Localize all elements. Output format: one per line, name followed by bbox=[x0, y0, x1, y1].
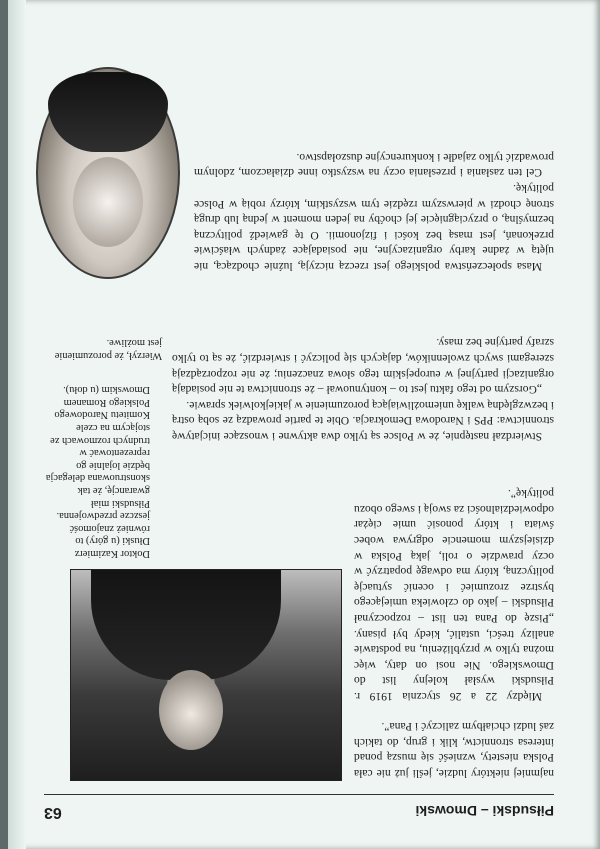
text-column-main bbox=[172, 335, 554, 444]
paragraph: Masa społeczeństwa polskiego jest rzeczą niczyją, luźnie chodzącą, nie ujętą w żadne karby organizacyjne, nie posiadające żadnych właściwie przekonań, jest masą bez kości i fizjonomii. O tę gawiedź polityczną bezmyślną, o przyciągnięcie jej choćby na jeden moment w jedną lub drugą stronę chodzi w pierwszym rzędzie tym wszystkim, którzy robią w Polsce politykę. bbox=[194, 182, 554, 273]
caption-text: Wierzył, że porozumienie jest możliwe. bbox=[54, 337, 162, 361]
page-content bbox=[8, 0, 600, 849]
text-column-bottom bbox=[194, 149, 554, 274]
page-header bbox=[44, 794, 554, 821]
portrait-roman-dmowski bbox=[36, 67, 180, 279]
book-page bbox=[8, 0, 600, 849]
portrait-coat bbox=[48, 72, 168, 152]
paragraph: Między 22 a 26 stycznia 1919 r. Piłsudski wysłał kolejny list do Dmowskiego. Nie nosi on daty, więc można tylko w przybliżeniu, na podstawie analizy treści, ustalić, kiedy był pisany. „Piszę do Pana ten list – rozpoczynał Piłsudski – jako do człowieka umiejącego bystrze zrozumieć i ocenić sytuację polityczną, który ma odwagę popatrzyć w oczy prawdzie o roli, jaką Polska w dzisiejszym momencie odgrywa wobec świata i który ponosić umie ciężar odpowiedzialności za swoją i swego obozu politykę”. bbox=[354, 487, 554, 703]
paragraph: Cel ten zasłania i przesłania oczy na wszystko inne działaczom, zdolnym prowadzić tylko zajadłe i konkurencyjne duszołapstwo. bbox=[194, 150, 554, 180]
paragraph: „Gorszym od tego faktu jest to – kontynuował – że stronnictwa te nie posiadają organizacji partyjnej w europejskim tego słowa znaczeniu; że nie rozporządzają szeregami swych zwolenników, dających się policzyć i stwierdzić, że są to tylko szrafy partyjne bez masy. bbox=[172, 336, 554, 397]
photo-head bbox=[159, 670, 223, 750]
text-column-top-left bbox=[354, 719, 554, 781]
paragraph: Stwierdzał następnie, że w Polsce są tylko dwa aktywne i wnoszące inicjatywę stronnictwa: PPS i Narodowa Demokracja. Obie te partie prowadzą ze sobą ostrą i bezwzględną walkę uniemożliwiającą porozumienie w jakiejkolwiek sprawie. bbox=[172, 398, 554, 443]
photo-kazimierz-dluski bbox=[70, 569, 342, 781]
text-column-left bbox=[354, 486, 554, 704]
portrait-face bbox=[73, 157, 143, 247]
caption-dmowski bbox=[47, 336, 162, 361]
paragraph: najmniej niektóry ludzie, jeśli już nie cała Polska niestety, wznieść się muszą ponad interesa stronnictw, klik i grup, do takich zaś ludzi chciałbym zaliczyć i Pana”. bbox=[354, 720, 554, 780]
page-number: 63 bbox=[44, 804, 62, 821]
running-title: Piłsudski – Dmowski bbox=[415, 803, 554, 819]
photo-suit bbox=[91, 570, 281, 680]
caption-text: Doktor Kazimierz Dłuski (u góry) to również znajomość jeszcze przedwojenna. Piłsudski miał gwarancję, że tak skonstruowana delegacja będzie lojalnie go reprezentować w trudnych rozmowach ze stojącym na czele Komitetu Narodowego Polskiego Romanem Dmowskim (u dołu). bbox=[45, 384, 150, 559]
caption-dluski bbox=[45, 383, 150, 559]
